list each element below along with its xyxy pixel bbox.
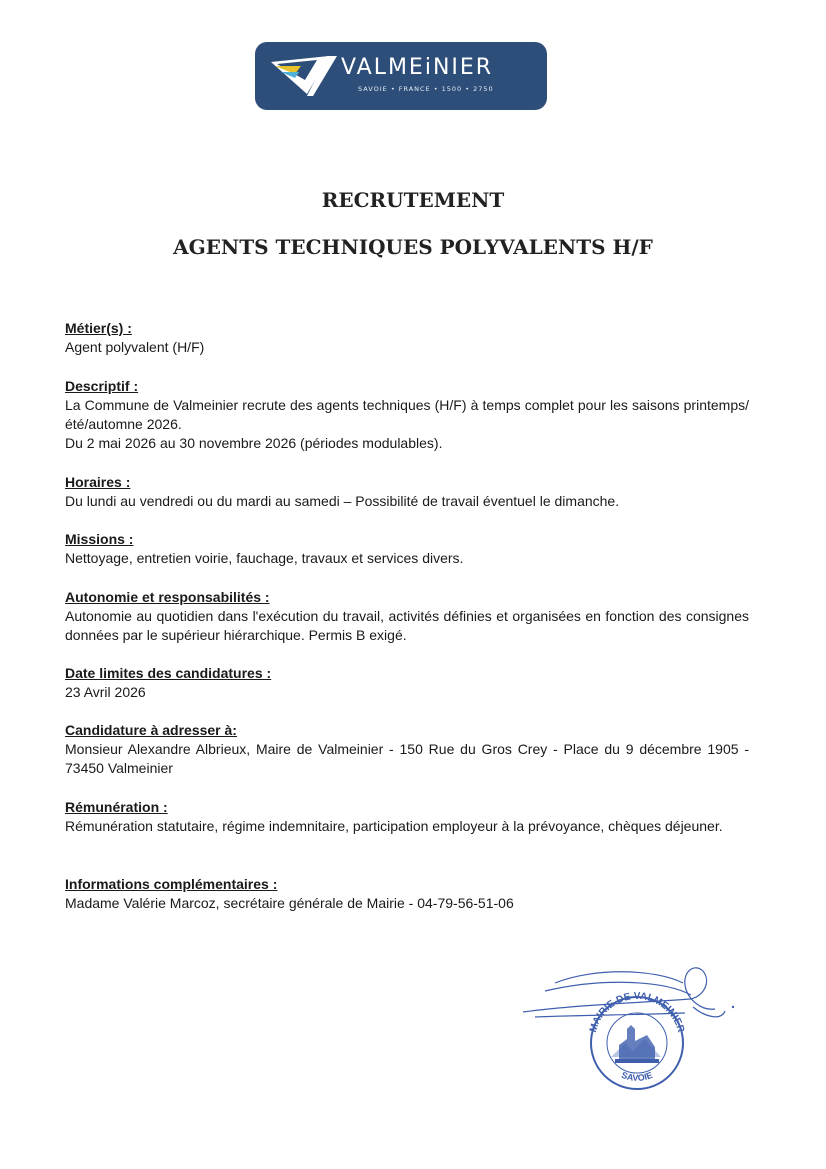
- mairie-stamp: [588, 991, 686, 1089]
- section-horaires: [65, 473, 749, 511]
- section-candidature: [65, 721, 749, 778]
- signature-stamp: [515, 955, 755, 1095]
- section-text: Nettoyage, entretien voirie, fauchage, travaux et services divers.: [65, 550, 464, 566]
- logo-subtitle: SAVOIE • FRANCE • 1500 • 2750: [358, 85, 494, 93]
- section-descriptif: [65, 377, 749, 453]
- section-autonomie: [65, 588, 749, 645]
- section-heading: Candidature à adresser à:: [65, 722, 237, 738]
- section-text: Du 2 mai 2026 au 30 novembre 2026 (périodes modulables).: [65, 435, 443, 451]
- section-text: Monsieur Alexandre Albrieux, Maire de Valmeinier - 150 Rue du Gros Crey - Place du 9 décembre 1905 - 73450 Valmeinier: [65, 741, 749, 776]
- section-text: Agent polyvalent (H/F): [65, 339, 205, 355]
- section-heading: Métier(s) :: [65, 320, 132, 336]
- signature-icon: [523, 968, 725, 1017]
- section-heading: Horaires :: [65, 474, 131, 490]
- section-heading: Rémunération :: [65, 799, 168, 815]
- stamp-bottom-text: SAVOIE: [620, 1069, 654, 1083]
- section-text: La Commune de Valmeinier recrute des agents techniques (H/F) à temps complet pour les saisons printemps/été/automne 2026.: [65, 397, 749, 432]
- logo-name: VALMEiNIER: [341, 55, 494, 80]
- svg-text:SAVOIE: [620, 1070, 654, 1083]
- section-heading: Informations complémentaires :: [65, 876, 278, 892]
- section-heading: Autonomie et responsabilités :: [65, 589, 270, 605]
- section-heading: Date limites des candidatures :: [65, 665, 272, 681]
- section-remuneration: [65, 798, 749, 836]
- section-heading: Missions :: [65, 531, 134, 547]
- valmeinier-logo: [255, 42, 547, 110]
- page-title: RECRUTEMENT: [321, 188, 505, 212]
- section-text: Autonomie au quotidien dans l'exécution du travail, activités définies et organisées en fonction des consignes données par le supérieur hiérarchique. Permis B exigé.: [65, 608, 749, 643]
- section-date-limite: [65, 664, 749, 702]
- section-text: Madame Valérie Marcoz, secrétaire générale de Mairie - 04-79-56-51-06: [65, 895, 514, 911]
- section-text: 23 Avril 2026: [65, 684, 146, 700]
- section-missions: [65, 530, 749, 568]
- section-text: Du lundi au vendredi ou du mardi au samedi – Possibilité de travail éventuel le dimanche.: [65, 493, 620, 509]
- town-hall-icon: [611, 1025, 661, 1063]
- section-informations: [65, 875, 749, 913]
- page-subtitle: AGENTS TECHNIQUES POLYVALENTS H/F: [173, 235, 653, 259]
- stamp-top-text: MAIRIE DE VALMEINIER: [587, 990, 687, 1034]
- section-text: Rémunération statutaire, régime indemnitaire, participation employeur à la prévoyance, chèques déjeuner.: [65, 818, 723, 834]
- section-heading: Descriptif :: [65, 378, 139, 394]
- section-metiers: [65, 319, 749, 357]
